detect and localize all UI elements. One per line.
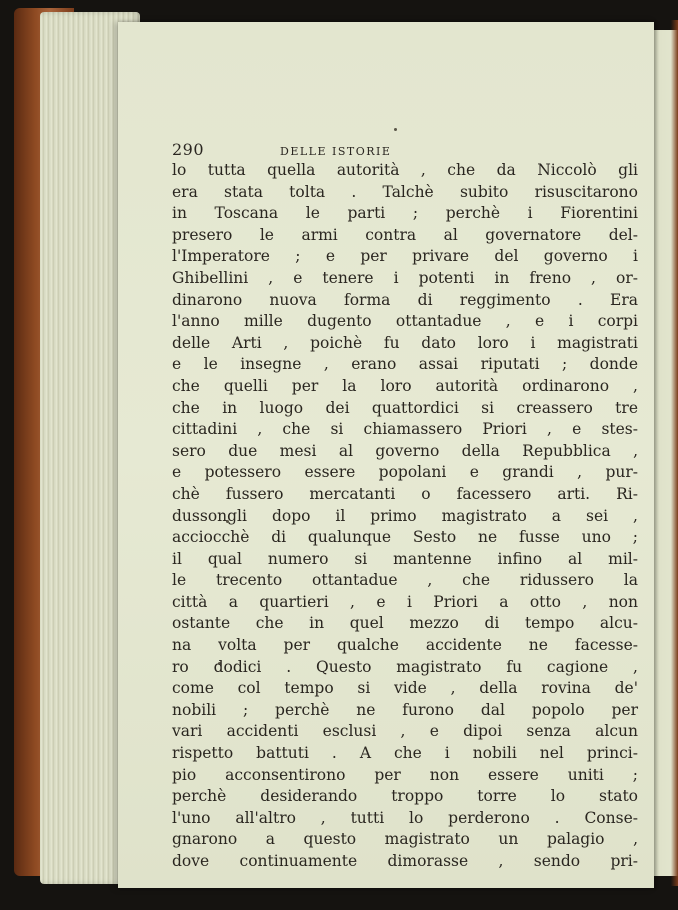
text-line: e le insegne , erano assai riputati ; donde: [172, 355, 638, 374]
text-line: che in luogo dei quattordici si creassero tre: [172, 398, 638, 417]
text-line: sero due mesi al governo della Repubblica ,: [172, 441, 638, 460]
text-line: come col tempo si vide , della rovina de': [172, 679, 638, 698]
text-line: pio acconsentirono per non essere uniti ;: [172, 765, 638, 784]
text-line: acciocchè di qualunque Sesto ne fusse uno ;: [172, 528, 638, 547]
page-number: 290: [172, 140, 205, 159]
text-line: le trecento ottantadue , che ridussero la: [172, 571, 638, 590]
text-line: l'Imperatore ; e per privare del governo i: [172, 247, 638, 266]
text-line: chè fussero mercatanti o facessero arti. Ri-: [172, 484, 638, 503]
running-head: DELLE ISTORIE: [280, 145, 392, 158]
page-header: [172, 140, 640, 160]
text-line: perchè desiderando troppo torre lo stato: [172, 787, 638, 806]
text-line: Ghibellini , e tenere i potenti in freno , or-: [172, 268, 638, 287]
text-line: ostante che in quel mezzo di tempo alcu-: [172, 614, 638, 633]
text-line: lo tutta quella autorità , che da Niccolò gli: [172, 161, 638, 179]
text-line: e potessero essere popolani e grandi , pur-: [172, 463, 638, 482]
text-line: rispetto battuti . A che i nobili nel princi-: [172, 744, 638, 763]
text-line: vari accidenti esclusi , e dipoi senza alcun: [172, 722, 638, 741]
text-line: gnarono a questo magistrato un palagio ,: [172, 830, 638, 849]
body-text: [172, 160, 640, 873]
text-line: l'uno all'altro , tutti lo perderono . Conse-: [172, 808, 638, 827]
text-line: presero le armi contra al governatore del-: [172, 225, 638, 244]
text-line: il qual numero si mantenne infino al mil-: [172, 549, 638, 568]
ink-speck: [394, 128, 397, 131]
text-line: cittadini , che si chiamassero Priori , e stes-: [172, 420, 638, 439]
text-line: na volta per qualche accidente ne facesse-: [172, 636, 638, 655]
text-line: in Toscana le parti ; perchè i Fiorentini: [172, 204, 638, 223]
text-line: città a quartieri , e i Priori a otto , non: [172, 592, 638, 611]
text-line: delle Arti , poichè fu dato loro i magistrati: [172, 333, 638, 352]
text-line: era stata tolta . Talchè subito risuscitarono: [172, 182, 638, 201]
text-line: dove continuamente dimorasse , sendo pri-: [172, 852, 638, 870]
text-line: dussongli dopo il primo magistrato a sei ,: [172, 506, 638, 525]
text-line: nobili ; perchè ne furono dal popolo per: [172, 700, 638, 719]
facing-binding: [660, 20, 678, 886]
text-line: l'anno mille dugento ottantadue , e i corpi: [172, 312, 638, 331]
text-line: che quelli per la loro autorità ordinarono ,: [172, 376, 638, 395]
page-text: [172, 140, 640, 873]
text-line: ro dodici . Questo magistrato fu cagione ,: [172, 657, 638, 676]
text-line: dinarono nuova forma di reggimento . Era: [172, 290, 638, 309]
